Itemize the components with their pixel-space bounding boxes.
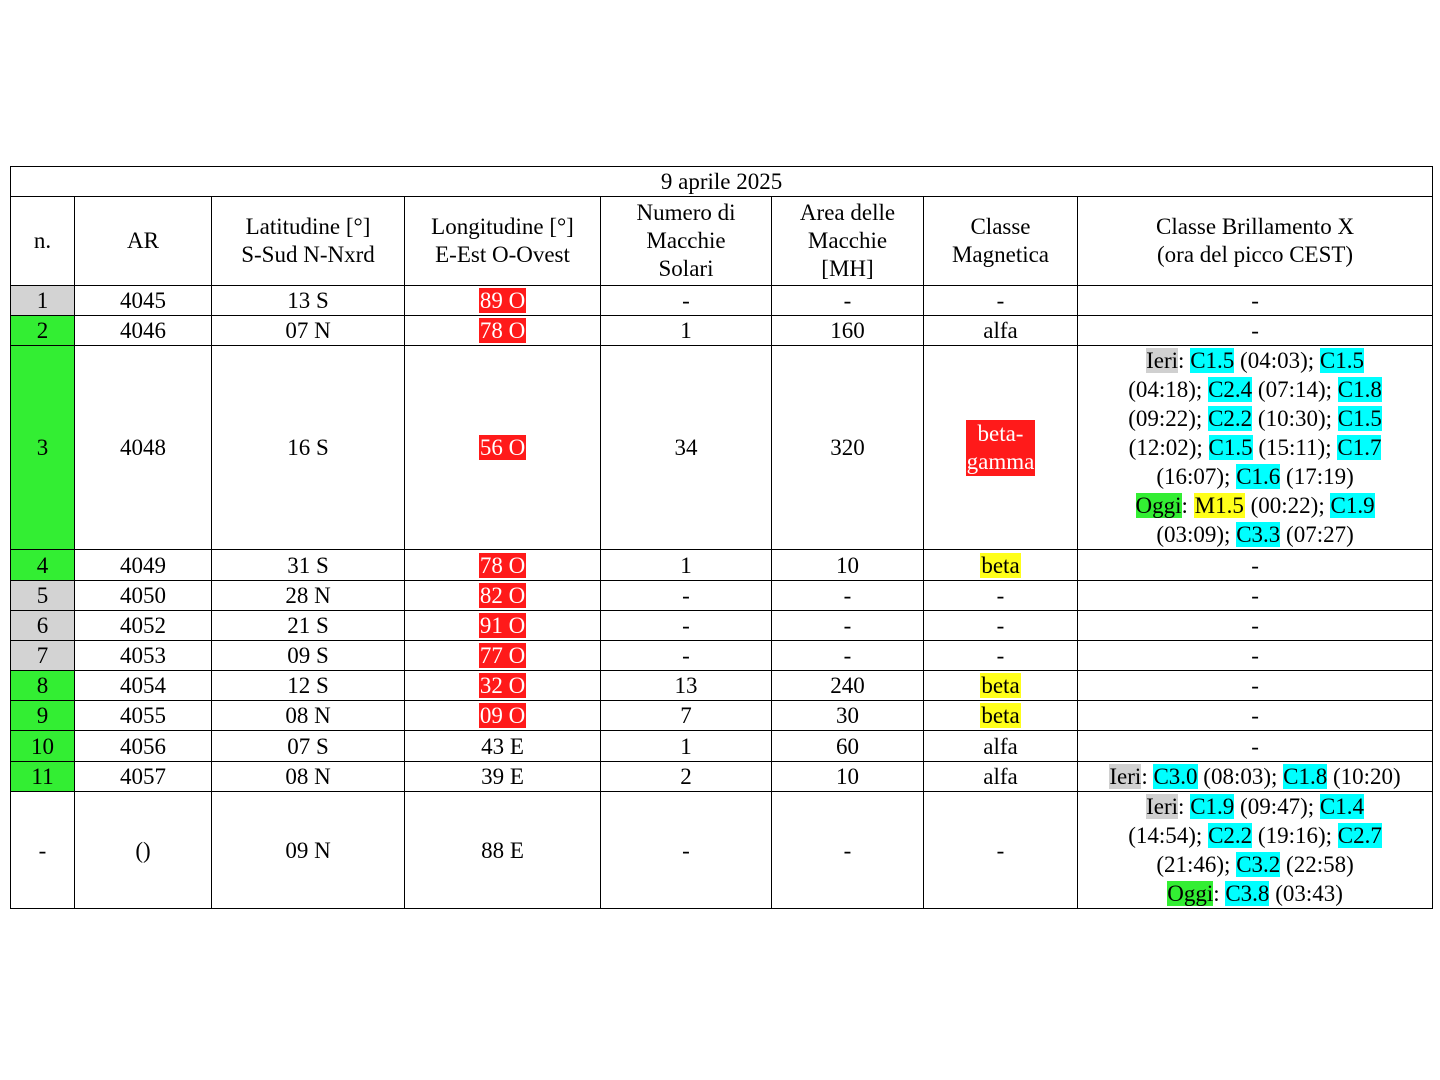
flare-class-badge: C1.4 — [1319, 794, 1364, 819]
flare-text: (22:58) — [1280, 852, 1354, 877]
header-row — [11, 197, 1433, 286]
cell-sunspot-area: 60 — [772, 731, 924, 762]
cell-sunspot-count: 1 — [601, 316, 772, 346]
table-row — [11, 316, 1433, 346]
cell-sunspot-count: - — [601, 641, 772, 671]
header-ar — [75, 197, 212, 286]
cell-flare-class — [1078, 346, 1433, 550]
cell-longitude — [405, 286, 601, 316]
cell-sunspot-area: 30 — [772, 701, 924, 731]
cell-magnetic-class — [924, 550, 1078, 581]
header-text-line: [MH] — [821, 256, 874, 281]
cell-longitude — [405, 701, 601, 731]
header-text-line: Latitudine [°] — [245, 214, 371, 239]
cell-magnetic-class: alfa — [924, 316, 1078, 346]
flare-text: (10:30); — [1252, 406, 1338, 431]
cell-sunspot-area: 240 — [772, 671, 924, 701]
cell-latitude: 28 N — [212, 581, 405, 611]
flare-line — [1078, 286, 1432, 315]
cell-magnetic-class: alfa — [924, 762, 1078, 792]
cell-sunspot-count: 1 — [601, 731, 772, 762]
table-row — [11, 701, 1433, 731]
flare-text: - — [1251, 288, 1259, 313]
magnetic-class-badge: beta — [981, 703, 1020, 728]
cell-longitude — [405, 581, 601, 611]
cell-longitude — [405, 671, 601, 701]
header-magnetic-class — [924, 197, 1078, 286]
header-text-line: Classe Brillamento X — [1156, 214, 1355, 239]
header-text-line: Longitudine [°] — [431, 214, 574, 239]
flare-text: (00:22); — [1244, 493, 1331, 518]
flare-line — [1078, 433, 1432, 462]
flare-text: : — [1178, 794, 1191, 819]
flare-text: (09:47); — [1234, 794, 1320, 819]
flare-line — [1078, 611, 1432, 640]
magnetic-class-badge: beta — [981, 552, 1020, 578]
flare-text: : — [1181, 493, 1194, 518]
flare-text: (07:14); — [1252, 377, 1338, 402]
flare-text: - — [1251, 318, 1259, 343]
flare-class-badge: C2.4 — [1208, 377, 1253, 402]
cell-magnetic-class: - — [924, 641, 1078, 671]
flare-class-badge: C2.2 — [1208, 823, 1253, 848]
cell-magnetic-class: - — [924, 286, 1078, 316]
cell-sunspot-area: - — [772, 792, 924, 909]
cell-flare-class — [1078, 286, 1433, 316]
cell-latitude: 16 S — [212, 346, 405, 550]
cell-magnetic-class: - — [924, 581, 1078, 611]
table-row — [11, 550, 1433, 581]
day-label-today: Oggi — [1135, 493, 1182, 518]
magnetic-class-line: gamma — [966, 448, 1035, 474]
cell-flare-class — [1078, 316, 1433, 346]
flare-class-badge: C1.5 — [1337, 406, 1382, 431]
flare-text: (10:20) — [1327, 764, 1401, 789]
flare-class-badge: C1.5 — [1190, 348, 1235, 373]
cell-sunspot-count: - — [601, 792, 772, 909]
flare-text: - — [1251, 613, 1259, 638]
flare-class-badge: C3.8 — [1225, 881, 1270, 906]
cell-sunspot-area: 10 — [772, 762, 924, 792]
flare-text: - — [1251, 733, 1259, 759]
header-longitude — [405, 197, 601, 286]
solar-regions-table — [10, 166, 1433, 909]
day-label-yesterday: Ieri — [1109, 764, 1142, 789]
flare-class-badge: C3.2 — [1236, 852, 1281, 877]
longitude-badge: 89 O — [479, 288, 526, 313]
day-label-today: Oggi — [1167, 881, 1214, 906]
cell-n: 6 — [11, 611, 75, 641]
table-body — [11, 286, 1433, 909]
cell-sunspot-count: - — [601, 581, 772, 611]
cell-ar: 4057 — [75, 762, 212, 792]
longitude-badge: 78 O — [479, 552, 526, 578]
header-flare-class — [1078, 197, 1433, 286]
cell-magnetic-class: alfa — [924, 731, 1078, 762]
table-row — [11, 762, 1433, 792]
cell-latitude: 31 S — [212, 550, 405, 581]
cell-n: - — [11, 792, 75, 909]
header-text-line: Macchie — [646, 228, 726, 253]
cell-sunspot-count: 1 — [601, 550, 772, 581]
cell-latitude: 13 S — [212, 286, 405, 316]
header-text-line: n. — [33, 228, 52, 253]
cell-sunspot-area: - — [772, 286, 924, 316]
flare-text: - — [1251, 583, 1259, 608]
flare-text: - — [1251, 673, 1259, 698]
cell-magnetic-class: - — [924, 611, 1078, 641]
flare-line — [1078, 879, 1432, 908]
cell-longitude — [405, 550, 601, 581]
cell-n: 11 — [11, 762, 75, 792]
cell-flare-class — [1078, 581, 1433, 611]
flare-line — [1078, 375, 1432, 404]
flare-line — [1078, 404, 1432, 433]
flare-text: (08:03); — [1197, 764, 1284, 789]
table-row — [11, 731, 1433, 762]
cell-longitude: 43 E — [405, 731, 601, 762]
header-text-line: Solari — [658, 256, 714, 281]
cell-latitude: 09 S — [212, 641, 405, 671]
magnetic-class-badge — [966, 420, 1036, 476]
flare-class-badge: C2.7 — [1337, 823, 1382, 848]
flare-line — [1078, 641, 1432, 670]
flare-class-badge: C1.8 — [1283, 764, 1328, 789]
cell-flare-class — [1078, 611, 1433, 641]
flare-text: - — [1251, 552, 1259, 578]
header-text-line: E-Est O-Ovest — [435, 242, 570, 267]
cell-flare-class — [1078, 550, 1433, 581]
flare-text: (19:16); — [1252, 823, 1338, 848]
cell-sunspot-area: 10 — [772, 550, 924, 581]
cell-latitude: 08 N — [212, 762, 405, 792]
cell-longitude: 39 E — [405, 762, 601, 792]
header-latitude — [212, 197, 405, 286]
flare-text: (16:07); — [1156, 464, 1237, 489]
flare-class-badge: C3.0 — [1153, 764, 1198, 789]
cell-latitude: 21 S — [212, 611, 405, 641]
cell-sunspot-count: - — [601, 611, 772, 641]
cell-longitude — [405, 611, 601, 641]
cell-latitude: 07 S — [212, 731, 405, 762]
flare-line — [1078, 671, 1432, 700]
table-row — [11, 581, 1433, 611]
flare-line — [1078, 551, 1432, 580]
cell-ar: 4055 — [75, 701, 212, 731]
cell-longitude — [405, 346, 601, 550]
header-text-line: (ora del picco CEST) — [1157, 242, 1354, 267]
cell-latitude: 09 N — [212, 792, 405, 909]
flare-text: (04:03); — [1234, 348, 1320, 373]
flare-line — [1078, 792, 1432, 821]
cell-latitude: 07 N — [212, 316, 405, 346]
flare-class-badge: C1.7 — [1337, 435, 1382, 460]
cell-longitude — [405, 641, 601, 671]
longitude-badge: 56 O — [479, 435, 526, 460]
cell-n: 10 — [11, 731, 75, 762]
table-row — [11, 611, 1433, 641]
cell-ar: 4050 — [75, 581, 212, 611]
flare-text: : — [1178, 348, 1191, 373]
table-row — [11, 641, 1433, 671]
flare-line — [1078, 701, 1432, 730]
header-text-line: S-Sud N-Nxrd — [241, 242, 375, 267]
cell-magnetic-class — [924, 346, 1078, 550]
longitude-badge: 09 O — [479, 703, 526, 728]
cell-sunspot-area: - — [772, 641, 924, 671]
header-text-line: Macchie — [807, 228, 888, 253]
header-text-line: Numero di — [636, 200, 736, 225]
flare-line — [1078, 462, 1432, 491]
cell-latitude: 12 S — [212, 671, 405, 701]
magnetic-class-badge: beta — [981, 673, 1020, 698]
flare-text: - — [1251, 703, 1259, 728]
header-text-line: Area delle — [799, 200, 896, 225]
flare-class-badge: C1.9 — [1330, 493, 1375, 518]
cell-sunspot-area: - — [772, 581, 924, 611]
cell-sunspot-area: 160 — [772, 316, 924, 346]
cell-sunspot-area: 320 — [772, 346, 924, 550]
flare-class-badge: C1.5 — [1208, 435, 1253, 460]
cell-ar: 4049 — [75, 550, 212, 581]
header-text-line: AR — [127, 228, 159, 253]
cell-ar: 4053 — [75, 641, 212, 671]
flare-class-badge: C1.6 — [1236, 464, 1281, 489]
cell-n: 7 — [11, 641, 75, 671]
cell-sunspot-area: - — [772, 611, 924, 641]
table-row — [11, 792, 1433, 909]
flare-text: (17:19) — [1280, 464, 1354, 489]
cell-sunspot-count: 2 — [601, 762, 772, 792]
longitude-badge: 32 O — [479, 673, 526, 698]
cell-ar: 4046 — [75, 316, 212, 346]
cell-magnetic-class: - — [924, 792, 1078, 909]
flare-text: (09:22); — [1128, 406, 1209, 431]
flare-line — [1078, 520, 1432, 549]
cell-magnetic-class — [924, 701, 1078, 731]
longitude-badge: 78 O — [479, 318, 526, 343]
cell-flare-class — [1078, 762, 1433, 792]
cell-n: 8 — [11, 671, 75, 701]
flare-line — [1078, 850, 1432, 879]
day-label-yesterday: Ieri — [1146, 348, 1179, 373]
flare-text: (03:43) — [1269, 881, 1343, 906]
longitude-badge: 82 O — [479, 583, 526, 608]
cell-sunspot-count: - — [601, 286, 772, 316]
flare-line — [1078, 316, 1432, 345]
table-row — [11, 346, 1433, 550]
header-text-line: Classe — [970, 214, 1031, 239]
flare-class-badge: M1.5 — [1194, 493, 1244, 518]
table-row — [11, 286, 1433, 316]
cell-flare-class — [1078, 671, 1433, 701]
cell-ar: 4048 — [75, 346, 212, 550]
flare-line — [1078, 491, 1432, 520]
header-sunspot-area — [772, 197, 924, 286]
flare-text: (21:46); — [1156, 852, 1237, 877]
cell-sunspot-count: 34 — [601, 346, 772, 550]
cell-flare-class — [1078, 731, 1433, 762]
flare-text: : — [1213, 881, 1226, 906]
flare-text: (15:11); — [1252, 435, 1338, 460]
flare-text: (04:18); — [1128, 377, 1209, 402]
flare-text: (03:09); — [1156, 522, 1237, 547]
cell-ar: 4045 — [75, 286, 212, 316]
flare-line — [1078, 732, 1432, 761]
flare-text: (12:02); — [1128, 435, 1209, 460]
flare-line — [1078, 581, 1432, 610]
cell-longitude — [405, 316, 601, 346]
cell-n: 5 — [11, 581, 75, 611]
flare-line — [1078, 821, 1432, 850]
cell-n: 9 — [11, 701, 75, 731]
flare-line — [1078, 762, 1432, 791]
cell-n: 2 — [11, 316, 75, 346]
table-title: 9 aprile 2025 — [11, 167, 1433, 197]
cell-longitude: 88 E — [405, 792, 601, 909]
header-n — [11, 197, 75, 286]
flare-class-badge: C1.5 — [1319, 348, 1364, 373]
flare-class-badge: C1.9 — [1190, 794, 1235, 819]
flare-text: : — [1141, 764, 1154, 789]
flare-class-badge: C1.8 — [1337, 377, 1382, 402]
table-row — [11, 671, 1433, 701]
cell-n: 3 — [11, 346, 75, 550]
flare-text: (14:54); — [1128, 823, 1209, 848]
flare-text: (07:27) — [1280, 522, 1354, 547]
cell-n: 4 — [11, 550, 75, 581]
cell-ar: 4054 — [75, 671, 212, 701]
flare-line — [1078, 346, 1432, 375]
flare-class-badge: C2.2 — [1208, 406, 1253, 431]
flare-class-badge: C3.3 — [1236, 522, 1281, 547]
magnetic-class-line: beta- — [966, 420, 1036, 448]
cell-ar: 4052 — [75, 611, 212, 641]
cell-n: 1 — [11, 286, 75, 316]
cell-flare-class — [1078, 701, 1433, 731]
cell-sunspot-count: 13 — [601, 671, 772, 701]
cell-sunspot-count: 7 — [601, 701, 772, 731]
longitude-badge: 77 O — [479, 643, 526, 668]
cell-latitude: 08 N — [212, 701, 405, 731]
cell-flare-class — [1078, 792, 1433, 909]
cell-ar: 4056 — [75, 731, 212, 762]
header-text-line: Magnetica — [951, 242, 1050, 267]
cell-magnetic-class — [924, 671, 1078, 701]
longitude-badge: 91 O — [479, 613, 526, 638]
cell-ar: () — [75, 792, 212, 909]
cell-flare-class — [1078, 641, 1433, 671]
day-label-yesterday: Ieri — [1146, 794, 1179, 819]
flare-text: - — [1251, 643, 1259, 668]
header-sunspot-count — [601, 197, 772, 286]
